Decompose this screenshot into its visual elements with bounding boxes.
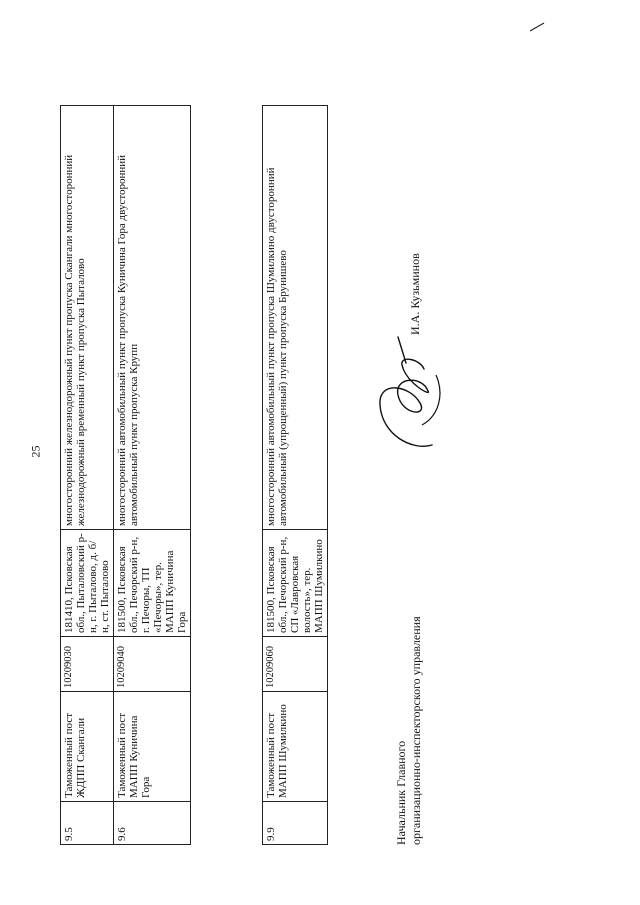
customs-code: 10209030 bbox=[61, 637, 114, 692]
signatory-title bbox=[394, 545, 424, 845]
table-row bbox=[114, 106, 191, 845]
signature-block bbox=[392, 85, 462, 845]
customs-table-block-1 bbox=[60, 105, 191, 845]
checkpoint-description: многосторонний железнодорожный пункт пропуска Скангали многосторонний железнодорожный временный пункт пропуска Пыталово bbox=[61, 106, 114, 530]
table-row bbox=[61, 106, 114, 845]
handwritten-signature bbox=[362, 335, 457, 455]
row-number: 9.9 bbox=[263, 802, 328, 845]
post-address: 181500, Псковская обл., Печорский р-н, СП «Лавровская волость», тер. МАПП Шумилкино bbox=[263, 530, 328, 637]
customs-table-block-2 bbox=[262, 105, 328, 845]
signatory-name: И.А. Кузьминов bbox=[408, 253, 422, 335]
signatory-title-line-1: Начальник Главного bbox=[394, 740, 408, 845]
post-address: 181500, Псковская обл., Печорский р-н, г. Печоры, ТП «Печоры», тер. МАПП Куничина Гора bbox=[114, 530, 191, 637]
row-number: 9.5 bbox=[61, 802, 114, 845]
page-number: 25 bbox=[28, 445, 43, 458]
rotated-page-content bbox=[0, 55, 640, 905]
signatory-title-line-2: организационно-инспекторского управления bbox=[409, 616, 423, 845]
post-address: 181410, Псковская обл., Пыталовский р-н, г. Пыталово, д. б/н, ст. Пыталово bbox=[61, 530, 114, 637]
customs-code: 10209060 bbox=[263, 637, 328, 692]
checkpoint-description: многосторонний автомобильный пункт пропуска Шумилкино двусторонний автомобильный (упрощенный) пункт пропуска Брунишево bbox=[263, 106, 328, 530]
customs-post-name: Таможенный пост МАПП Куничина Гора bbox=[114, 692, 191, 802]
row-number: 9.6 bbox=[114, 802, 191, 845]
customs-code: 10209040 bbox=[114, 637, 191, 692]
customs-post-name: Таможенный пост ЖДПП Скангали bbox=[61, 692, 114, 802]
pen-mark bbox=[528, 19, 548, 33]
table-row bbox=[263, 106, 328, 845]
customs-post-name: Таможенный пост МАПП Шумилкино bbox=[263, 692, 328, 802]
checkpoint-description: многосторонний автомобильный пункт пропуска Куничина Гора двусторонний автомобильный пункт пропуска Крупп bbox=[114, 106, 191, 530]
